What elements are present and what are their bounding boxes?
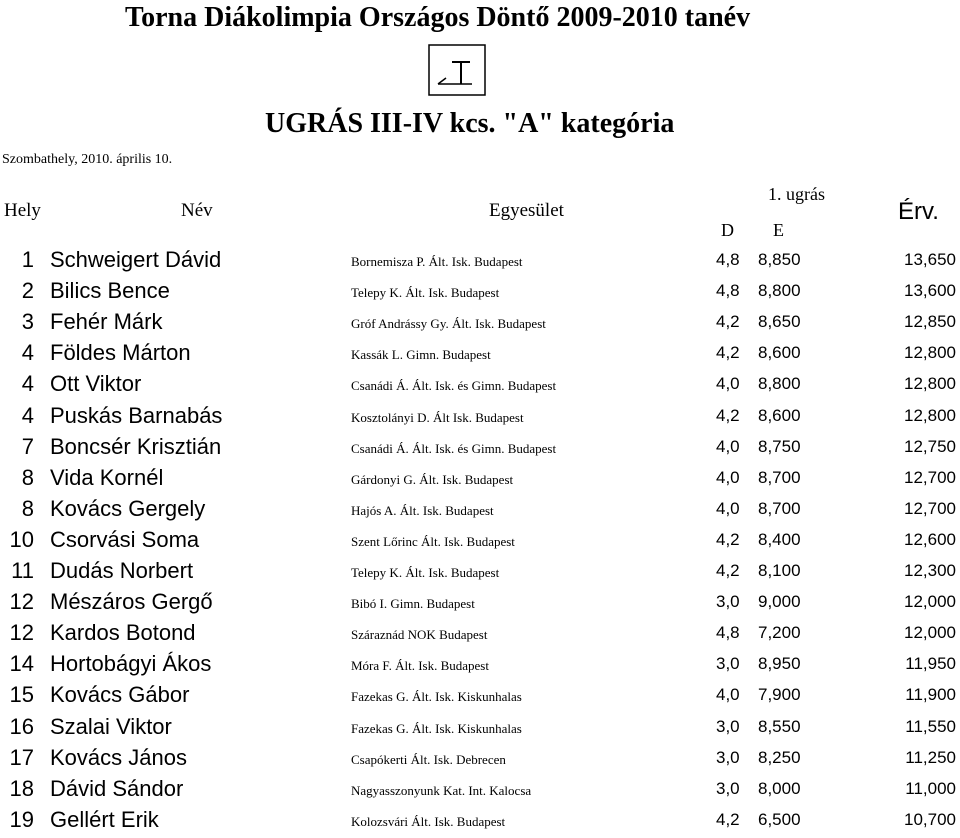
header-ugras: 1. ugrás (768, 184, 825, 204)
table-row (0, 807, 960, 838)
rank-cell: 3 (21, 309, 34, 335)
table-row (0, 434, 960, 465)
name-cell: Földes Márton (50, 340, 191, 366)
e-score-cell: 8,000 (758, 778, 801, 798)
d-score-cell: 4,8 (716, 250, 740, 269)
name-cell: Kovács János (50, 744, 187, 770)
d-score-cell: 4,2 (716, 561, 740, 580)
e-score-cell: 8,850 (758, 250, 801, 269)
d-score-cell: 3,0 (716, 592, 740, 612)
club-cell: Gróf Andrássy Gy. Ált. Isk. Budapest (351, 316, 546, 332)
final-score-cell: 12,600 (904, 529, 956, 549)
final-score-cell: 12,700 (904, 498, 956, 518)
club-cell: Telepy K. Ált. Isk. Budapest (351, 285, 500, 301)
table-row (0, 247, 960, 278)
d-score-cell: 4,2 (716, 343, 740, 363)
final-score-cell: 11,000 (905, 778, 956, 798)
rank-cell: 7 (21, 433, 34, 459)
rank-cell: 8 (21, 495, 34, 521)
final-score-cell: 12,800 (904, 343, 956, 363)
header-nev: Név (181, 200, 213, 221)
rank-cell: 19 (9, 806, 34, 832)
table-row (0, 651, 960, 682)
club-cell: Kassák L. Gimn. Budapest (351, 347, 491, 363)
rank-cell: 2 (21, 278, 34, 304)
rank-cell: 12 (9, 620, 34, 646)
rank-cell: 17 (9, 744, 34, 770)
club-cell: Gárdonyi G. Ált. Isk. Budapest (351, 471, 514, 487)
table-row (0, 278, 960, 309)
e-score-cell: 8,750 (758, 436, 801, 456)
table-row (0, 403, 960, 434)
name-cell: Hortobágyi Ákos (50, 651, 212, 677)
rank-cell: 4 (21, 371, 34, 397)
final-score-cell: 12,700 (904, 467, 956, 487)
final-score-cell: 12,000 (904, 623, 956, 643)
table-row (0, 682, 960, 713)
club-cell: Fazekas G. Ált. Isk. Kiskunhalas (351, 720, 522, 736)
table-row (0, 589, 960, 620)
e-score-cell: 8,600 (758, 343, 801, 363)
e-score-cell: 8,650 (758, 312, 801, 332)
rank-cell: 18 (9, 775, 34, 801)
club-cell: Csanádi Á. Ált. Isk. és Gimn. Budapest (351, 378, 557, 394)
d-score-cell: 3,0 (716, 654, 740, 674)
table-row (0, 558, 960, 589)
club-cell: Hajós A. Ált. Isk. Budapest (351, 502, 494, 518)
name-cell: Ott Viktor (50, 371, 142, 397)
final-score-cell: 11,550 (905, 716, 956, 736)
rank-cell: 4 (21, 402, 34, 428)
d-score-cell: 3,0 (716, 778, 740, 798)
final-score-cell: 11,250 (905, 747, 956, 767)
final-score-cell: 12,300 (904, 561, 956, 580)
name-cell: Csorvási Soma (50, 526, 200, 552)
name-cell: Dávid Sándor (50, 775, 184, 801)
club-cell: Csanádi Á. Ált. Isk. és Gimn. Budapest (351, 440, 557, 456)
rank-cell: 12 (9, 589, 34, 615)
e-score-cell: 9,000 (758, 592, 801, 612)
rank-cell: 4 (21, 340, 34, 366)
e-score-cell: 6,500 (758, 809, 801, 829)
final-score-cell: 13,600 (904, 281, 956, 301)
d-score-cell: 4,0 (716, 374, 740, 394)
rank-cell: 11 (11, 558, 34, 583)
name-cell: Schweigert Dávid (50, 247, 222, 272)
final-score-cell: 12,850 (904, 312, 956, 332)
place-date: Szombathely, 2010. április 10. (2, 152, 173, 167)
e-score-cell: 8,250 (758, 747, 801, 767)
table-row (0, 714, 960, 745)
rank-cell: 1 (21, 247, 34, 272)
header-e: E (773, 220, 784, 240)
d-score-cell: 3,0 (716, 716, 740, 736)
club-cell: Bibó I. Gimn. Budapest (351, 596, 475, 612)
name-cell: Kovács Gergely (50, 495, 206, 521)
final-score-cell: 13,650 (904, 250, 956, 269)
e-score-cell: 8,550 (758, 716, 801, 736)
rank-cell: 14 (9, 651, 34, 677)
name-cell: Kovács Gábor (50, 682, 190, 708)
club-cell: Kosztolányi D. Ált Isk. Budapest (351, 409, 524, 425)
table-row (0, 371, 960, 402)
club-cell: Csapókerti Ált. Isk. Debrecen (351, 751, 506, 767)
table-row (0, 309, 960, 340)
table-row (0, 527, 960, 558)
name-cell: Vida Kornél (50, 464, 164, 490)
name-cell: Kardos Botond (50, 620, 196, 646)
d-score-cell: 4,8 (716, 623, 740, 643)
name-cell: Puskás Barnabás (50, 402, 223, 428)
d-score-cell: 4,2 (716, 312, 740, 332)
header-egyesulet: Egyesület (489, 200, 564, 221)
final-score-cell: 12,800 (904, 374, 956, 394)
d-score-cell: 3,0 (716, 747, 740, 767)
club-cell: Száraznád NOK Budapest (351, 627, 488, 643)
rank-cell: 10 (9, 526, 34, 552)
d-score-cell: 4,8 (716, 281, 740, 301)
club-cell: Bornemisza P. Ált. Isk. Budapest (351, 254, 523, 269)
table-row (0, 340, 960, 371)
final-score-cell: 12,800 (904, 405, 956, 425)
d-score-cell: 4,0 (716, 685, 740, 705)
table-row (0, 620, 960, 651)
final-score-cell: 11,950 (905, 654, 956, 674)
club-cell: Telepy K. Ált. Isk. Budapest (351, 565, 500, 580)
name-cell: Szalai Viktor (50, 713, 172, 739)
d-score-cell: 4,2 (716, 809, 740, 829)
table-row (0, 465, 960, 496)
club-cell: Kolozsvári Ált. Isk. Budapest (351, 813, 506, 829)
e-score-cell: 7,900 (758, 685, 801, 705)
page-subtitle: UGRÁS III-IV kcs. "A" kategória (265, 108, 675, 139)
header-d: D (721, 220, 734, 240)
final-score-cell: 12,750 (904, 436, 956, 456)
e-score-cell: 7,200 (758, 623, 801, 643)
name-cell: Bilics Bence (50, 278, 170, 304)
e-score-cell: 8,700 (758, 498, 801, 518)
club-cell: Szent Lőrinc Ált. Isk. Budapest (351, 533, 515, 549)
d-score-cell: 4,2 (716, 405, 740, 425)
table-row (0, 496, 960, 527)
club-cell: Fazekas G. Ált. Isk. Kiskunhalas (351, 689, 522, 705)
e-score-cell: 8,950 (758, 654, 801, 674)
e-score-cell: 8,700 (758, 467, 801, 487)
vault-apparatus-icon (428, 44, 486, 96)
name-cell: Gellért Erik (50, 806, 159, 832)
header-hely: Hely (4, 200, 41, 221)
d-score-cell: 4,0 (716, 498, 740, 518)
name-cell: Fehér Márk (50, 309, 163, 335)
final-score-cell: 11,900 (905, 685, 956, 705)
d-score-cell: 4,0 (716, 467, 740, 487)
rank-cell: 15 (9, 682, 34, 708)
e-score-cell: 8,800 (758, 281, 801, 301)
rank-cell: 16 (9, 713, 34, 739)
final-score-cell: 12,000 (904, 592, 956, 612)
name-cell: Boncsér Krisztián (50, 433, 222, 459)
e-score-cell: 8,600 (758, 405, 801, 425)
table-row (0, 776, 960, 807)
e-score-cell: 8,800 (758, 374, 801, 394)
name-cell: Mészáros Gergő (50, 589, 213, 615)
name-cell: Dudás Norbert (50, 558, 194, 583)
header-erv: Érv. (898, 198, 939, 225)
final-score-cell: 10,700 (904, 809, 956, 829)
rank-cell: 8 (21, 464, 34, 490)
e-score-cell: 8,100 (758, 561, 801, 580)
d-score-cell: 4,0 (716, 436, 740, 456)
club-cell: Móra F. Ált. Isk. Budapest (351, 658, 489, 674)
club-cell: Nagyasszonyunk Kat. Int. Kalocsa (351, 782, 532, 798)
d-score-cell: 4,2 (716, 529, 740, 549)
table-row (0, 745, 960, 776)
e-score-cell: 8,400 (758, 529, 801, 549)
page-title: Torna Diákolimpia Országos Döntő 2009-2010 tanév (125, 2, 751, 33)
